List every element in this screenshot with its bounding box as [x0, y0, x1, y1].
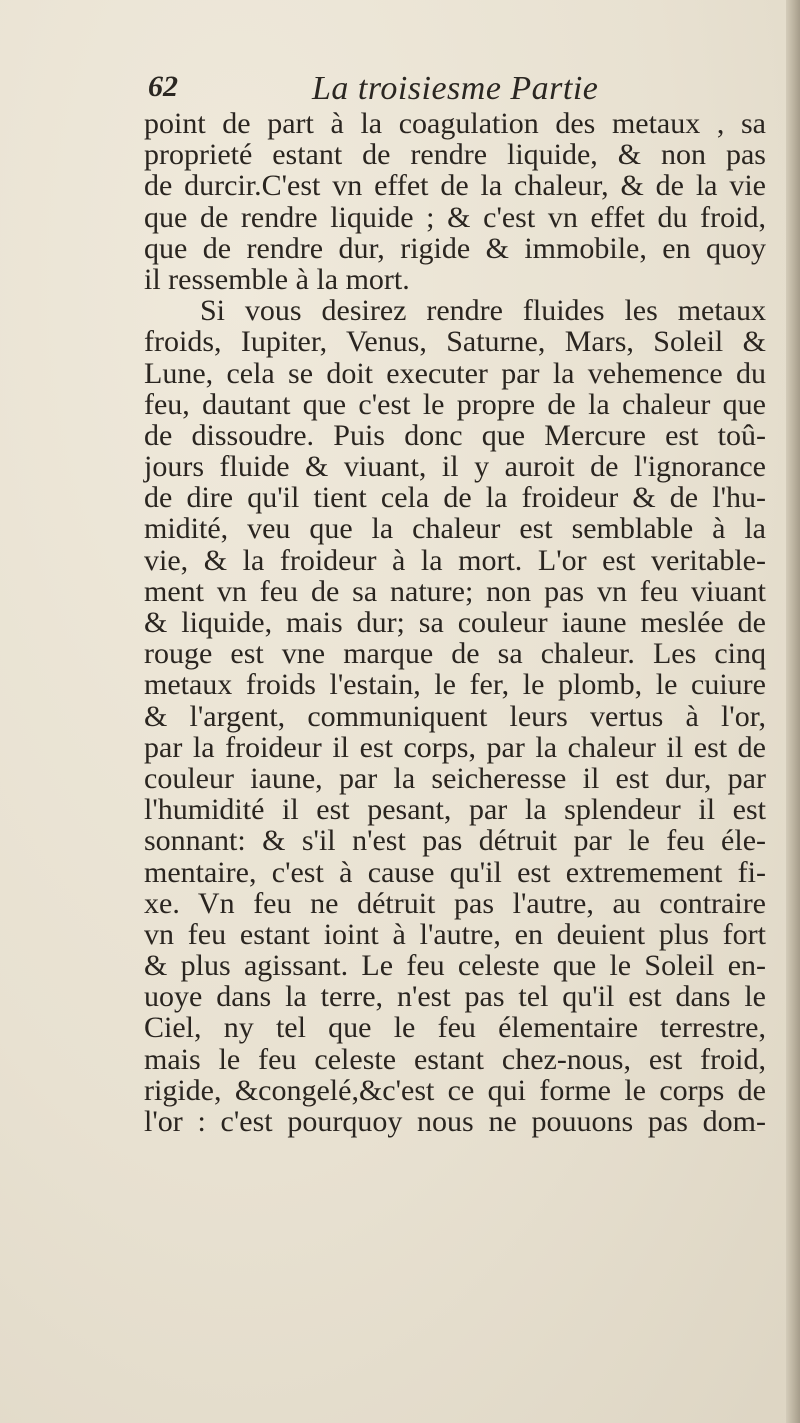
text-line: de durcir.C'est vn effet de la chaleur, & de la vie — [144, 169, 766, 203]
text-line: rouge est vne marque de sa chaleur. Les cinq — [144, 637, 766, 671]
text-line: jours fluide & viuant, il y auroit de l'ignorance — [144, 450, 766, 484]
text-line: Lune, cela se doit executer par la vehemence du — [144, 356, 766, 390]
text-line: il ressemble à la mort. — [144, 262, 410, 296]
text-line: par la froideur il est corps, par la chaleur il est de — [144, 730, 766, 764]
text-line: Ciel, ny tel que le feu élementaire terrestre, — [144, 1011, 766, 1045]
page-edge — [786, 0, 800, 1423]
text-line: l'or : c'est pourquoy nous ne pouuons pas dom- — [144, 1105, 766, 1138]
running-title: La troisiesme Partie — [312, 70, 599, 107]
text-line: metaux froids l'estain, le fer, le plomb, le cuiure — [144, 668, 766, 702]
text-line: uoye dans la terre, n'est pas tel qu'il est dans le — [144, 980, 766, 1014]
text-line: & liquide, mais dur; sa couleur iaune meslée de — [144, 606, 766, 639]
text-line: xe. Vn feu ne détruit pas l'autre, au contraire — [144, 886, 766, 920]
text-line: proprieté estant de rendre liquide, & non pas — [144, 138, 766, 172]
text-line: feu, dautant que c'est le propre de la chaleur que — [144, 387, 766, 421]
text-line: & l'argent, communiquent leurs vertus à l'or, — [144, 699, 766, 733]
paragraph-start-line: Si vous desirez rendre fluides les metaux — [200, 294, 766, 328]
text-line: que de rendre liquide ; & c'est vn effet du froid, — [144, 200, 766, 234]
text-line: point de part à la coagulation des metaux , sa — [144, 107, 766, 140]
text-line: de dire qu'il tient cela de la froideur & de l'hu- — [144, 481, 766, 515]
text-line: mais le feu celeste estant chez-nous, est froid, — [144, 1042, 766, 1076]
text-line: de dissoudre. Puis donc que Mercure est toû- — [144, 418, 766, 452]
text-line: midité, veu que la chaleur est semblable à la — [144, 512, 766, 546]
text-line: rigide, &congelé,&c'est ce qui forme le corps de — [144, 1073, 766, 1107]
text-line: que de rendre dur, rigide & immobile, en quoy — [144, 231, 766, 265]
text-line: couleur iaune, par la seicheresse il est dur, par — [144, 761, 766, 795]
text-line: froids, Iupiter, Venus, Saturne, Mars, Soleil & — [144, 325, 766, 359]
text-line: mentaire, c'est à cause qu'il est extremement fi- — [144, 855, 766, 889]
text-line: sonnant: & s'il n'est pas détruit par le feu éle- — [144, 824, 766, 858]
text-line: ment vn feu de sa nature; non pas vn feu viuant — [144, 574, 766, 608]
text-line: l'humidité il est pesant, par la splendeur il est — [144, 793, 766, 827]
text-line: vn feu estant ioint à l'autre, en deuient plus fort — [144, 917, 766, 951]
text-line: & plus agissant. Le feu celeste que le Soleil en- — [144, 949, 766, 983]
body-text — [144, 108, 766, 1137]
text-line: vie, & la froideur à la mort. L'or est veritable- — [144, 543, 766, 577]
page-number: 62 — [148, 70, 178, 103]
